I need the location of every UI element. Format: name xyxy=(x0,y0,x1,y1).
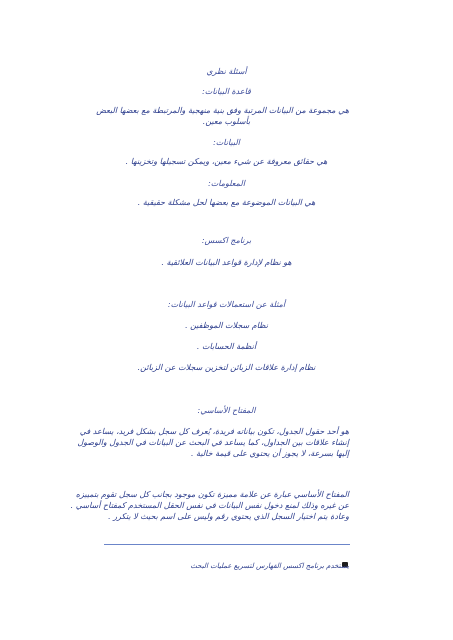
footer-note: يستخدم برنامج اكسس الفهارس لتسريع عمليات البحث xyxy=(190,562,349,570)
heading-data: البيانات: xyxy=(213,138,240,147)
document-title: أسئلة نظري xyxy=(206,67,247,76)
database-definition-line-2: بأسلوب معين. xyxy=(202,117,251,126)
db-use-accounting: أنظمة الحسابات . xyxy=(196,342,257,351)
heading-database: قاعدة البيانات: xyxy=(202,87,251,96)
data-definition: هي حقائق معروفة عن شيء معين، ويمكن تسجيلها وتخزينها . xyxy=(125,157,328,166)
primary-key-note-line-2: عن غيره وذلك لمنع دخول نفس البيانات في نفس الحقل المستخدم كمفتاح أساسي . xyxy=(70,501,349,510)
primary-key-line-3: إليها بسرعة، لا يجوز أن يحتوي على قيمة خالية . xyxy=(190,449,349,458)
primary-key-line-1: هو أحد حقول الجدول، تكون بياناته فريدة، يُعرف كل سجل بشكل فريد، يساعد في xyxy=(79,427,349,436)
heading-primary-key: المفتاح الأساسي: xyxy=(197,406,256,415)
access-definition: هو نظام لإدارة قواعد البيانات العلائقية . xyxy=(161,258,292,267)
database-definition-line-1: هي مجموعة من البيانات المرتبة وفق بنية منهجية والمرتبطة مع بعضها البعض xyxy=(96,106,349,115)
primary-key-note-line-1: المفتاح الأساسي عبارة عن علامة مميزة تكون موجود بجانب كل سجل تقوم بتمييزه xyxy=(75,490,349,499)
information-definition: هي البيانات الموضوعة مع بعضها لحل مشكلة حقيقية . xyxy=(137,198,316,207)
footer-divider xyxy=(104,544,350,545)
db-use-employees: نظام سجلات الموظفين . xyxy=(185,321,268,330)
heading-db-uses: أمثلة عن استعمالات قواعد البيانات: xyxy=(167,300,286,309)
primary-key-line-2: إنشاء علاقات بين الجداول، كما يساعد في البحث عن البيانات في الجدول والوصول xyxy=(77,438,349,447)
heading-information: المعلومات: xyxy=(208,179,245,188)
db-use-crm: نظام إدارة علاقات الزبائن لتخزين سجلات عن الزبائن. xyxy=(137,363,316,372)
primary-key-note-line-3: وعادة يتم اختيار السجل الذي يحتوي رقم وليس على اسم بحيث لا يتكرر . xyxy=(108,512,349,521)
heading-access: برنامج اكسس: xyxy=(201,236,252,245)
